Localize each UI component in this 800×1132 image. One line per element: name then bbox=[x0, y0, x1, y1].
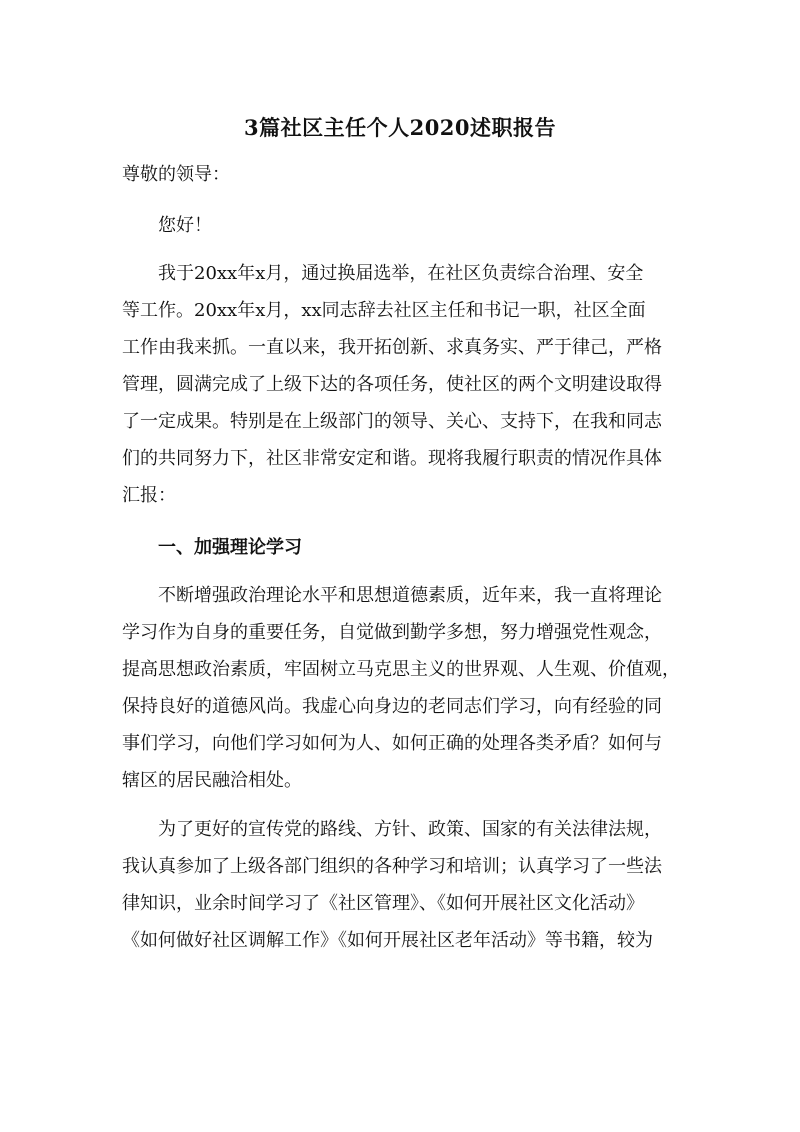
paragraph-2-line-2: 学习作为自身的重要任务，自觉做到勤学多想，努力增强党性观念， bbox=[122, 622, 662, 643]
paragraph-1-line-3: 工作由我来抓。一直以来，我开拓创新、求真务实、严于律己，严格 bbox=[122, 337, 662, 358]
paragraph-3-line-4: 《如何做好社区调解工作》《如何开展社区老年活动》等书籍，较为 bbox=[122, 930, 653, 951]
paragraph-1-line-1: 我于20xx年x月，通过换届选举，在社区负责综合治理、安全 bbox=[158, 263, 644, 284]
paragraph-1-line-5: 了一定成果。特别是在上级部门的领导、关心、支持下，在我和同志 bbox=[122, 411, 662, 432]
paragraph-2-line-4: 保持良好的道德风尚。我虚心向身边的老同志们学习，向有经验的同 bbox=[122, 696, 662, 717]
paragraph-2-line-5: 事们学习，向他们学习如何为人、如何正确的处理各类矛盾？如何与 bbox=[122, 733, 662, 754]
salutation: 尊敬的领导： bbox=[122, 164, 230, 185]
document-title: 3篇社区主任个人2020述职报告 bbox=[243, 115, 557, 140]
paragraph-3-line-2: 我认真参加了上级各部门组织的各种学习和培训；认真学习了一些法 bbox=[122, 856, 662, 877]
paragraph-3-line-1: 为了更好的宣传党的路线、方针、政策、国家的有关法律法规， bbox=[158, 819, 662, 840]
paragraph-2-line-6: 辖区的居民融洽相处。 bbox=[122, 770, 302, 791]
greeting: 您好！ bbox=[158, 215, 212, 236]
paragraph-3-line-3: 律知识，业余时间学习了《社区管理》、《如何开展社区文化活动》 bbox=[122, 893, 644, 914]
paragraph-1-line-4: 管理，圆满完成了上级下达的各项任务，使社区的两个文明建设取得 bbox=[122, 374, 662, 395]
paragraph-1-line-2: 等工作。20xx年x月，xx同志辞去社区主任和书记一职，社区全面 bbox=[122, 300, 646, 321]
paragraph-2-line-1: 不断增强政治理论水平和思想道德素质，近年来，我一直将理论 bbox=[158, 585, 662, 606]
paragraph-1-line-7: 汇报： bbox=[122, 485, 176, 506]
section-1-heading: 一、加强理论学习 bbox=[158, 537, 302, 558]
paragraph-2-line-3: 提高思想政治素质，牢固树立马克思主义的世界观、人生观、价值观， bbox=[122, 659, 680, 680]
paragraph-1-line-6: 们的共同努力下，社区非常安定和谐。现将我履行职责的情况作具体 bbox=[122, 448, 662, 469]
